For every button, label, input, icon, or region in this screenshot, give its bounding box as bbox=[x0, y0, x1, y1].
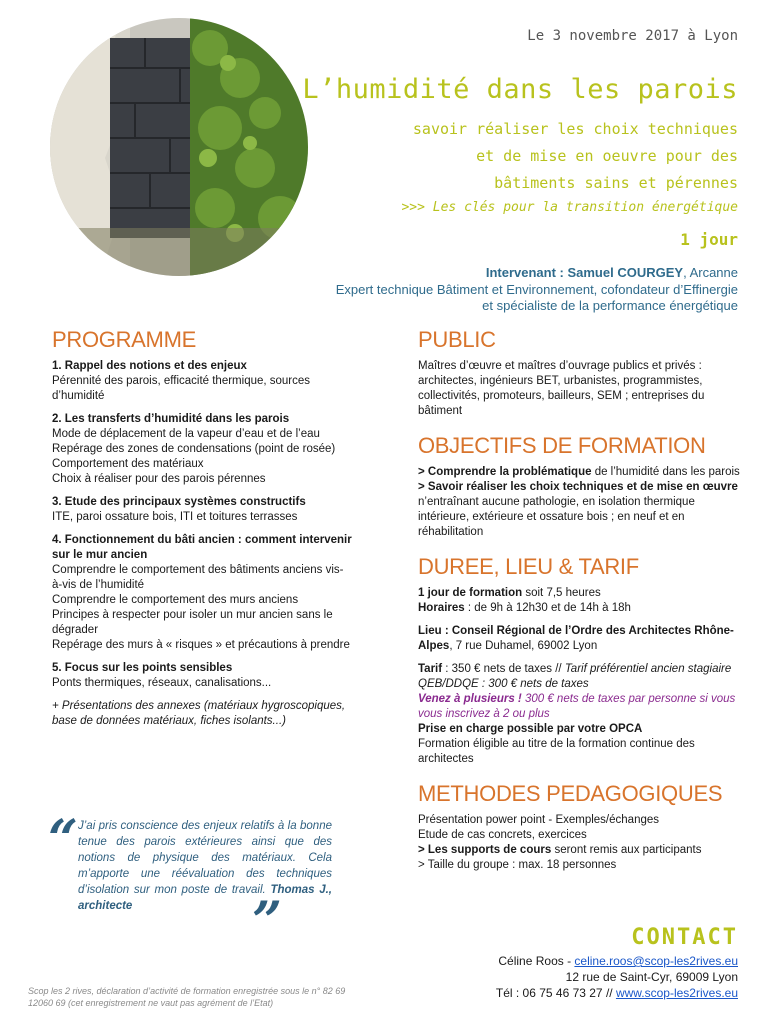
programme-item-title: 4. Fonctionnement du bâti ancien : comment intervenir sur le mur ancien bbox=[52, 534, 352, 561]
subtitle-line: savoir réaliser les choix techniques bbox=[412, 120, 738, 138]
subtitle-line: et de mise en oeuvre pour des bbox=[476, 147, 738, 165]
testimonial-quote bbox=[48, 809, 338, 952]
programme-annex: + Présentations des annexes (matériaux hygroscopiques, base de données matériaux, fiches isolants...) bbox=[52, 700, 346, 727]
programme-item bbox=[52, 495, 352, 525]
contact-email-link[interactable]: celine.roos@scop-les2rives.eu bbox=[574, 954, 738, 968]
horaires-text: : de 9h à 12h30 et de 14h à 18h bbox=[464, 602, 631, 614]
programme-item-line: Comprendre le comportement des bâtiments anciens vis-à-vis de l’humidité bbox=[52, 564, 344, 591]
duree-heading: DUREE, LIEU & TARIF bbox=[418, 554, 639, 579]
duration-badge: 1 jour bbox=[680, 230, 738, 249]
programme-item-line: Comprendre le comportement des murs anciens bbox=[52, 594, 299, 606]
methodes-heading: METHODES PEDAGOGIQUES bbox=[418, 781, 723, 806]
programme-item bbox=[52, 359, 352, 404]
methode-item bbox=[418, 843, 740, 858]
objectif-text: de l’humidité dans les parois bbox=[591, 466, 740, 478]
duree-line bbox=[418, 586, 740, 601]
objectif-bold: > Savoir réaliser les choix techniques et de mise en œuvre bbox=[418, 481, 738, 493]
speaker-org: , Arcanne bbox=[683, 265, 738, 280]
programme-item-line: Ponts thermiques, réseaux, canalisations... bbox=[52, 677, 272, 689]
contact-address: 12 rue de Saint-Cyr, 69009 Lyon bbox=[565, 970, 738, 984]
speaker-specialty: et spécialiste de la performance énergétique bbox=[482, 298, 738, 313]
tarif-line bbox=[418, 662, 740, 692]
speaker-title: Expert technique Bâtiment et Environnement, cofondateur d’Effinergie bbox=[335, 281, 738, 297]
methode-text: seront remis aux participants bbox=[551, 844, 702, 856]
testimonial-text: J’ai pris conscience des enjeux relatifs à la bonne tenue des parois extérieures ainsi que des notions de physique des matériaux. Cela m’apporte une réévaluation des techniques d’isolation sur mon poste de travail. bbox=[78, 820, 332, 896]
contact-heading: CONTACT bbox=[631, 925, 738, 950]
lieu-line bbox=[418, 624, 740, 654]
programme-item-line: Pérennité des parois, efficacité thermique, sources d’humidité bbox=[52, 375, 311, 402]
contact-website-link[interactable]: www.scop-les2rives.eu bbox=[615, 986, 738, 1000]
programme-item-line: ITE, paroi ossature bois, ITI et toitures terrasses bbox=[52, 511, 298, 523]
duree-text: soit 7,5 heures bbox=[522, 587, 601, 599]
programme-item-line: Repérage des zones de condensations (point de rosée) bbox=[52, 443, 336, 455]
methode-item: Etude de cas concrets, exercices bbox=[418, 829, 587, 841]
programme-item-line: Mode de déplacement de la vapeur d’eau et de l’eau bbox=[52, 428, 320, 440]
testimonial-author: Thomas J., architecte bbox=[78, 884, 333, 912]
programme-item bbox=[52, 661, 352, 691]
open-quote-icon: “ bbox=[48, 809, 78, 870]
contact-phone: Tél : 06 75 46 73 27 // bbox=[495, 986, 616, 1000]
programme-item-title: 5. Focus sur les points sensibles bbox=[52, 662, 233, 674]
objectif-text: n’entraînant aucune pathologie, en isolation thermique intérieure, extérieure et ossature bois ; en neuf et en réhabilitation bbox=[418, 496, 695, 538]
close-quote-icon: ” bbox=[252, 891, 282, 952]
tarif-text: : 350 € nets de taxes // bbox=[442, 663, 565, 675]
programme-item-line: Repérage des murs à « risques » et précautions à prendre bbox=[52, 639, 350, 651]
group-offer bbox=[418, 692, 740, 722]
horaires-bold: Horaires bbox=[418, 602, 465, 614]
programme-item-line: Choix à réaliser pour des parois pérennes bbox=[52, 473, 266, 485]
footer-legal-note: Scop les 2 rives, déclaration d’activité de formation enregistrée sous le n° 82 69 12060 69 (cet enregistrement ne vaut pas agrément de l’Etat) bbox=[28, 986, 346, 1008]
opca-line: Prise en charge possible par votre OPCA bbox=[418, 723, 643, 735]
programme-item-title: 3. Etude des principaux systèmes constructifs bbox=[52, 496, 306, 508]
programme-item-title: 2. Les transferts d’humidité dans les parois bbox=[52, 413, 290, 425]
header-photo bbox=[50, 18, 308, 276]
objectif-bold: > Comprendre la problématique bbox=[418, 466, 592, 478]
programme-item-title: 1. Rappel des notions et des enjeux bbox=[52, 360, 247, 372]
public-heading: PUBLIC bbox=[418, 327, 496, 352]
subtitle-line: bâtiments sains et pérennes bbox=[494, 174, 738, 192]
lieu-text: , 7 rue Duhamel, 69002 Lyon bbox=[449, 640, 598, 652]
tarif-reduced: Tarif préférentiel ancien stagiaire QEB/DDQE : 300 € nets de taxes bbox=[418, 663, 732, 690]
objectif-item bbox=[418, 480, 740, 540]
programme-item-line: Comportement des matériaux bbox=[52, 458, 204, 470]
opca-text: Formation éligible au titre de la formation continue des architectes bbox=[418, 738, 695, 765]
tarif-bold: Tarif bbox=[418, 663, 443, 675]
lieu-bold: Lieu : Conseil Régional de l’Ordre des Architectes Rhône-Alpes bbox=[418, 625, 734, 652]
subtitle bbox=[338, 116, 738, 197]
page-title: L’humidité dans les parois bbox=[302, 74, 738, 105]
horaires-line bbox=[418, 601, 740, 616]
programme-item bbox=[52, 412, 352, 487]
duree-bold: 1 jour de formation bbox=[418, 587, 523, 599]
methode-item: Présentation power point - Exemples/échanges bbox=[418, 814, 660, 826]
group-offer-text: 300 € nets de taxes par personne si vous vous inscrivez à 2 ou plus bbox=[418, 693, 736, 720]
programme-item bbox=[52, 533, 352, 653]
programme-heading: PROGRAMME bbox=[52, 327, 196, 352]
methode-bold: > Les supports de cours bbox=[418, 844, 552, 856]
group-offer-bold: Venez à plusieurs ! bbox=[418, 693, 522, 705]
contact-block bbox=[496, 953, 738, 1001]
objectif-item bbox=[418, 465, 740, 480]
tagline: >>> Les clés pour la transition énergétique bbox=[401, 200, 738, 215]
info-column bbox=[418, 327, 740, 873]
programme-item-line: Principes à respecter pour isoler un mur ancien sans le dégrader bbox=[52, 609, 333, 636]
contact-name: Céline Roos - bbox=[498, 954, 575, 968]
objectifs-heading: OBJECTIFS DE FORMATION bbox=[418, 433, 706, 458]
speaker-name: Intervenant : Samuel COURGEY bbox=[485, 265, 684, 280]
methode-item: > Taille du groupe : max. 18 personnes bbox=[418, 859, 617, 871]
wall-ivy-image bbox=[50, 18, 308, 276]
public-text: Maîtres d’œuvre et maîtres d’ouvrage publics et privés : architectes, ingénieurs BET, urbanistes, programmistes, collectivités, promoteurs, bailleurs, SEM ; entreprises du bâtiment bbox=[418, 360, 705, 417]
event-date: Le 3 novembre 2017 à Lyon bbox=[527, 28, 738, 44]
programme-section bbox=[52, 327, 352, 737]
speaker-info bbox=[218, 265, 738, 315]
